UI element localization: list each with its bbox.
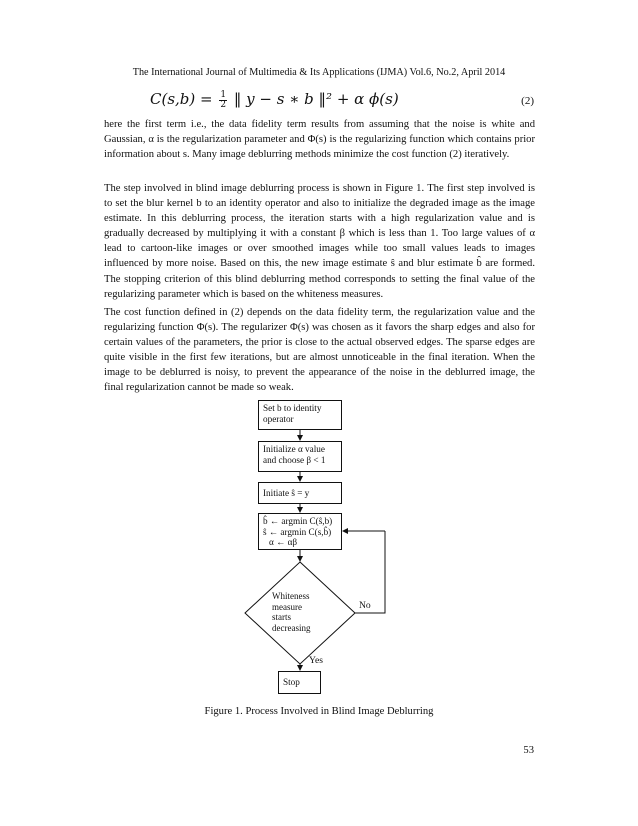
paragraph-2: The step involved in blind image deblurring process is shown in Figure 1. The first step involved is to set the blur kernel b to an identity operator and also to initialize the degraded image as the image estimate. In this deblurring process, the iteration starts with a high regularization value and is gradually decreased by multiplying it with a constant β which is less than 1. Too large values of α lead to cartoon-like images or over smoothed images while too small values leads to images influenced by more noise. Based on this, the new image estimate ŝ and blur estimate b̂ are formed. The stopping criterion of this blind deblurring method corresponds to setting the final value of the regularizing parameter which is based on the whiteness measures.	[104, 183, 535, 300]
fraction-numerator: 1	[220, 89, 227, 100]
no-label: No	[359, 600, 371, 611]
figure-caption: Figure 1. Process Involved in Blind Image Deblurring	[204, 706, 434, 717]
decision-line2: measure	[272, 601, 302, 612]
step-initiate-estimate-text: Initiate ŝ = y	[263, 488, 310, 498]
step-set-identity-line2: operator	[263, 414, 294, 425]
step-initiate-estimate	[258, 482, 342, 504]
step-stop	[278, 671, 321, 694]
step-argmin-line1: b̂ ← argmin C(ŝ,b)	[263, 516, 333, 526]
decision-line1: Whiteness	[272, 591, 310, 601]
page-number: 53	[523, 745, 534, 756]
step-initialize-alpha-line2: and choose β < 1	[263, 455, 326, 466]
step-set-identity-line1: Set b to identity	[263, 403, 322, 413]
step-set-identity	[258, 400, 342, 430]
step-argmin-line3: α ← αβ	[269, 537, 298, 547]
equation-lhs: C(s,b) =	[150, 90, 213, 108]
step-argmin-line2: ŝ ← argmin C(s,b̂)	[263, 526, 332, 537]
paragraph-3: The cost function defined in (2) depends on the data fidelity term, the regularization value and the regularizing function Φ(s). The regularizer Φ(s) was chosen as it favors the sharp edges and also for certain values of the parameters, the prior is close to the actual observed edges. The sparse edges are quite visible in the first few iterations, but are almost unnoticeable in the final iteration. When the image to be deblurred is noisy, to prevent the appearance of the noise in the deblurred image, the final regularization cannot be made so weak.	[104, 307, 535, 394]
step-initialize-alpha	[258, 441, 342, 472]
step-stop-text: Stop	[283, 677, 300, 687]
fraction-denominator: 2	[220, 99, 227, 110]
equation-number: (2)	[521, 95, 534, 107]
step-argmin-update	[258, 513, 342, 550]
decision-text	[272, 591, 310, 633]
decision-line3: starts	[272, 612, 291, 623]
step-initialize-alpha-line1: Initialize α value	[263, 444, 325, 454]
equation-rhs: ‖ y − s ∗ b ‖² + α ϕ(s)	[233, 90, 399, 108]
paragraph-1: here the first term i.e., the data fidelity term results from assuming that the noise is white and Gaussian, α is the regularization parameter and Φ(s) is the regularizing function which contains prior information about s. Many image deblurring methods minimize the cost function (2) iteratively.	[104, 119, 535, 161]
decision-line4: decreasing	[272, 622, 311, 633]
yes-label: Yes	[309, 655, 323, 666]
running-header: The International Journal of Multimedia & Its Applications (IJMA) Vol.6, No.2, April 2014	[132, 67, 506, 78]
